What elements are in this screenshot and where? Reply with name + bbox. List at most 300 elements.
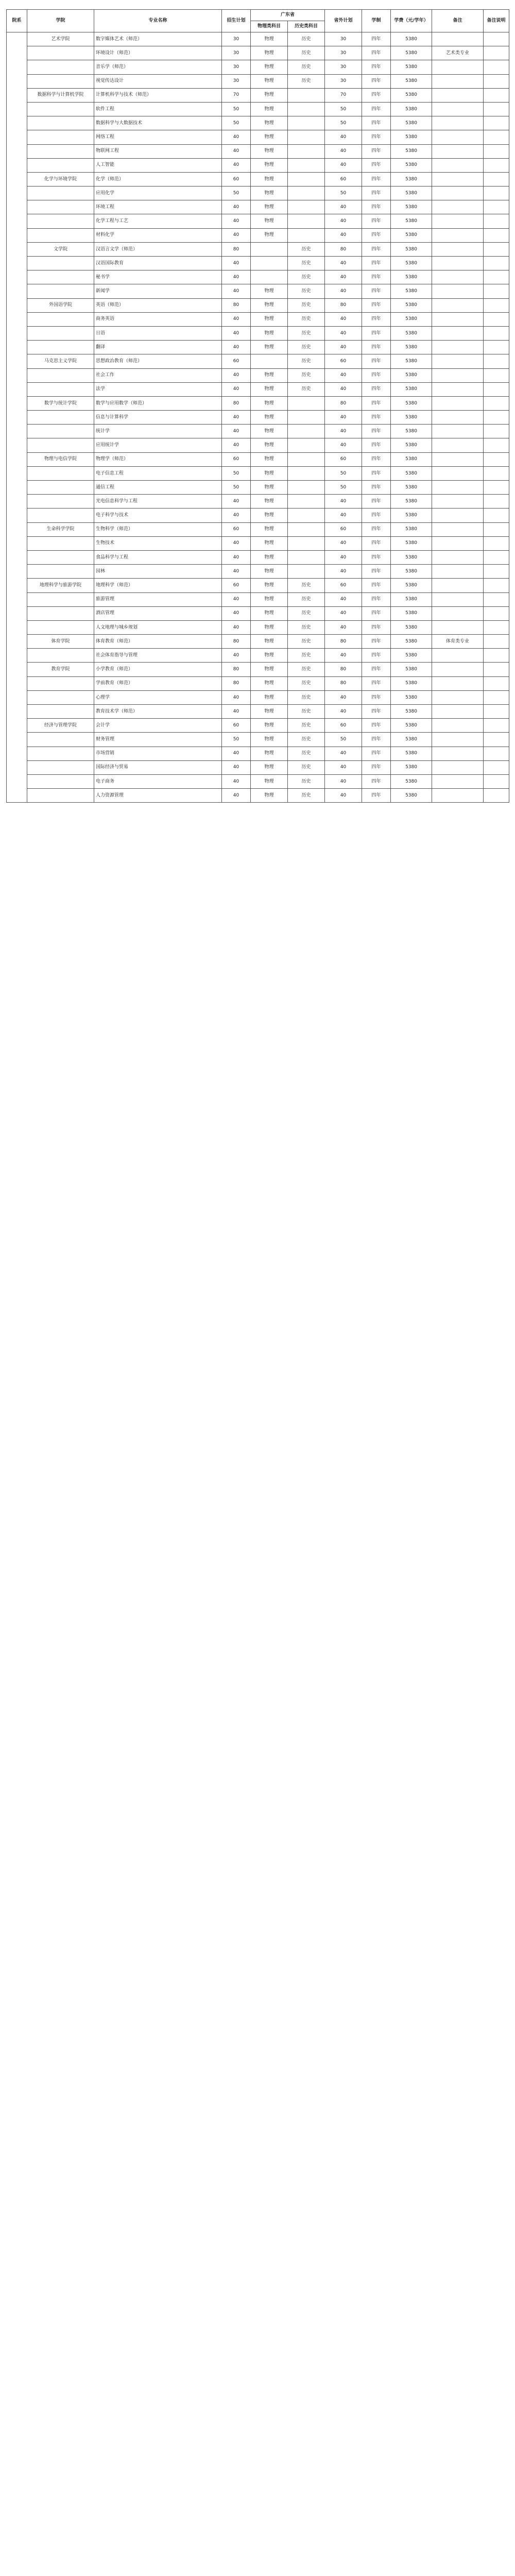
- header-notes-col: 备注说明: [484, 10, 509, 32]
- science-cell: 物理: [251, 536, 288, 550]
- college-cell: [27, 382, 94, 396]
- years-cell: 四年: [362, 509, 391, 522]
- quota-cell: 40: [222, 144, 251, 158]
- notes-cell: [484, 705, 509, 719]
- major-cell: 电子科学与技术: [94, 509, 222, 522]
- science-cell: 物理: [251, 411, 288, 425]
- college-cell: [27, 60, 94, 74]
- years-cell: 四年: [362, 774, 391, 788]
- college-cell: [27, 46, 94, 60]
- other-group-cell: 40: [325, 284, 362, 298]
- arts-cell: [288, 187, 325, 200]
- notes-cell: [484, 60, 509, 74]
- major-cell: 生物科学（师范）: [94, 522, 222, 536]
- other-group-cell: 50: [325, 481, 362, 495]
- table-row: [7, 606, 509, 620]
- notes-cell: [484, 774, 509, 788]
- table-row: [7, 396, 509, 410]
- major-cell: 统计学: [94, 425, 222, 438]
- major-cell: 网络工程: [94, 130, 222, 144]
- major-cell: 园林: [94, 565, 222, 579]
- remark-cell: [432, 396, 484, 410]
- table-row: [7, 747, 509, 760]
- science-cell: 物理: [251, 130, 288, 144]
- remark-cell: [432, 606, 484, 620]
- fee-cell: 5380: [391, 592, 432, 606]
- other-group-cell: 40: [325, 200, 362, 214]
- fee-cell: 5380: [391, 495, 432, 509]
- major-cell: 应用化学: [94, 187, 222, 200]
- arts-cell: [288, 144, 325, 158]
- quota-cell: 40: [222, 690, 251, 704]
- major-cell: 人力资源管理: [94, 789, 222, 803]
- years-cell: 四年: [362, 257, 391, 270]
- table-row: [7, 242, 509, 256]
- fee-cell: 5380: [391, 760, 432, 774]
- remark-cell: [432, 676, 484, 690]
- major-cell: 商务英语: [94, 312, 222, 326]
- notes-cell: [484, 649, 509, 663]
- header-other-group: 省外计划: [325, 10, 362, 32]
- fee-cell: 5380: [391, 438, 432, 452]
- science-cell: 物理: [251, 760, 288, 774]
- notes-cell: [484, 719, 509, 733]
- college-cell: [27, 257, 94, 270]
- quota-cell: 40: [222, 312, 251, 326]
- arts-cell: 历史: [288, 606, 325, 620]
- table-row: [7, 760, 509, 774]
- science-cell: 物理: [251, 284, 288, 298]
- table-row: [7, 774, 509, 788]
- major-cell: 视觉传达设计: [94, 74, 222, 88]
- other-group-cell: 80: [325, 242, 362, 256]
- notes-cell: [484, 187, 509, 200]
- years-cell: 四年: [362, 620, 391, 634]
- quota-cell: 60: [222, 354, 251, 368]
- fee-cell: 5380: [391, 509, 432, 522]
- years-cell: 四年: [362, 298, 391, 312]
- table-row: [7, 200, 509, 214]
- years-cell: 四年: [362, 228, 391, 242]
- science-cell: 物理: [251, 312, 288, 326]
- fee-cell: 5380: [391, 620, 432, 634]
- notes-cell: [484, 284, 509, 298]
- college-cell: [27, 341, 94, 354]
- major-cell: 光电信息科学与工程: [94, 495, 222, 509]
- notes-cell: [484, 144, 509, 158]
- years-cell: 四年: [362, 733, 391, 747]
- arts-cell: [288, 396, 325, 410]
- notes-cell: [484, 579, 509, 592]
- fee-cell: 5380: [391, 606, 432, 620]
- arts-cell: 历史: [288, 74, 325, 88]
- other-group-cell: 40: [325, 536, 362, 550]
- remark-cell: [432, 284, 484, 298]
- other-group-cell: 40: [325, 649, 362, 663]
- science-cell: 物理: [251, 326, 288, 340]
- fee-cell: 5380: [391, 396, 432, 410]
- major-cell: 社会工作: [94, 368, 222, 382]
- other-group-cell: 60: [325, 579, 362, 592]
- header-arts: 历史类科目: [288, 21, 325, 32]
- notes-cell: [484, 481, 509, 495]
- table-row: [7, 382, 509, 396]
- table-row: [7, 550, 509, 564]
- quota-cell: 40: [222, 411, 251, 425]
- other-group-cell: 70: [325, 88, 362, 102]
- college-cell: [27, 411, 94, 425]
- table-row: [7, 144, 509, 158]
- major-cell: 社会体育指导与管理: [94, 649, 222, 663]
- remark-cell: [432, 481, 484, 495]
- science-cell: 物理: [251, 550, 288, 564]
- science-cell: 物理: [251, 382, 288, 396]
- quota-cell: 40: [222, 606, 251, 620]
- quota-cell: 60: [222, 452, 251, 466]
- years-cell: 四年: [362, 88, 391, 102]
- remark-cell: [432, 200, 484, 214]
- college-cell: 生命科学学院: [27, 522, 94, 536]
- major-cell: 环境工程: [94, 200, 222, 214]
- science-cell: 物理: [251, 509, 288, 522]
- remark-cell: [432, 536, 484, 550]
- arts-cell: 历史: [288, 368, 325, 382]
- quota-cell: 40: [222, 228, 251, 242]
- quota-cell: 30: [222, 46, 251, 60]
- arts-cell: 历史: [288, 341, 325, 354]
- other-group-cell: 40: [325, 382, 362, 396]
- remark-cell: [432, 60, 484, 74]
- fee-cell: 5380: [391, 368, 432, 382]
- years-cell: 四年: [362, 411, 391, 425]
- arts-cell: 历史: [288, 676, 325, 690]
- major-cell: 酒店管理: [94, 606, 222, 620]
- table-row: [7, 592, 509, 606]
- college-cell: [27, 789, 94, 803]
- remark-cell: [432, 522, 484, 536]
- remark-cell: [432, 425, 484, 438]
- college-cell: 文学院: [27, 242, 94, 256]
- science-cell: 物理: [251, 88, 288, 102]
- years-cell: 四年: [362, 312, 391, 326]
- college-cell: 艺术学院: [27, 32, 94, 46]
- fee-cell: 5380: [391, 676, 432, 690]
- fee-cell: 5380: [391, 354, 432, 368]
- science-cell: 物理: [251, 60, 288, 74]
- other-group-cell: 40: [325, 747, 362, 760]
- quota-cell: 30: [222, 60, 251, 74]
- other-group-cell: 60: [325, 452, 362, 466]
- science-cell: 物理: [251, 214, 288, 228]
- years-cell: 四年: [362, 32, 391, 46]
- years-cell: 四年: [362, 46, 391, 60]
- remark-cell: [432, 368, 484, 382]
- major-cell: 数学与应用数学（师范）: [94, 396, 222, 410]
- remark-cell: [432, 242, 484, 256]
- college-cell: [27, 620, 94, 634]
- college-cell: [27, 130, 94, 144]
- college-cell: [27, 200, 94, 214]
- table-row: [7, 46, 509, 60]
- table-row: [7, 298, 509, 312]
- notes-cell: [484, 270, 509, 284]
- enrollment-table-1: [6, 9, 509, 803]
- science-cell: 物理: [251, 565, 288, 579]
- notes-cell: [484, 606, 509, 620]
- major-cell: 数字媒体艺术（师范）: [94, 32, 222, 46]
- table-row: [7, 116, 509, 130]
- other-group-cell: 40: [325, 606, 362, 620]
- years-cell: 四年: [362, 649, 391, 663]
- remark-cell: [432, 116, 484, 130]
- other-group-cell: 40: [325, 760, 362, 774]
- quota-cell: 40: [222, 326, 251, 340]
- notes-cell: [484, 172, 509, 186]
- years-cell: 四年: [362, 200, 391, 214]
- notes-cell: [484, 382, 509, 396]
- years-cell: 四年: [362, 425, 391, 438]
- fee-cell: 5380: [391, 46, 432, 60]
- major-cell: 旅游管理: [94, 592, 222, 606]
- other-group-cell: 40: [325, 326, 362, 340]
- table-row: [7, 676, 509, 690]
- arts-cell: 历史: [288, 257, 325, 270]
- quota-cell: 40: [222, 789, 251, 803]
- remark-cell: [432, 719, 484, 733]
- years-cell: 四年: [362, 341, 391, 354]
- science-cell: 物理: [251, 341, 288, 354]
- college-cell: [27, 466, 94, 480]
- other-group-cell: 40: [325, 130, 362, 144]
- header-quota: 招生计划: [222, 10, 251, 32]
- quota-cell: 40: [222, 495, 251, 509]
- college-cell: [27, 228, 94, 242]
- years-cell: 四年: [362, 606, 391, 620]
- notes-cell: [484, 466, 509, 480]
- remark-cell: [432, 747, 484, 760]
- notes-cell: [484, 88, 509, 102]
- fee-cell: 5380: [391, 116, 432, 130]
- arts-cell: 历史: [288, 284, 325, 298]
- arts-cell: 历史: [288, 312, 325, 326]
- fee-cell: 5380: [391, 158, 432, 172]
- fee-cell: 5380: [391, 522, 432, 536]
- fee-cell: 5380: [391, 411, 432, 425]
- science-cell: 物理: [251, 200, 288, 214]
- arts-cell: 历史: [288, 298, 325, 312]
- notes-cell: [484, 214, 509, 228]
- years-cell: 四年: [362, 705, 391, 719]
- other-group-cell: 40: [325, 509, 362, 522]
- fee-cell: 5380: [391, 466, 432, 480]
- notes-cell: [484, 565, 509, 579]
- college-cell: [27, 509, 94, 522]
- years-cell: 四年: [362, 102, 391, 116]
- major-cell: 新闻学: [94, 284, 222, 298]
- remark-cell: [432, 411, 484, 425]
- table-row: [7, 102, 509, 116]
- quota-cell: 40: [222, 200, 251, 214]
- arts-cell: 历史: [288, 747, 325, 760]
- other-group-cell: 40: [325, 144, 362, 158]
- notes-cell: [484, 592, 509, 606]
- major-cell: 汉语言文学（师范）: [94, 242, 222, 256]
- science-cell: 物理: [251, 719, 288, 733]
- quota-cell: 60: [222, 579, 251, 592]
- arts-cell: [288, 536, 325, 550]
- other-group-cell: 40: [325, 789, 362, 803]
- fee-cell: 5380: [391, 228, 432, 242]
- other-group-cell: 40: [325, 228, 362, 242]
- table-row: [7, 270, 509, 284]
- notes-cell: [484, 46, 509, 60]
- years-cell: 四年: [362, 396, 391, 410]
- arts-cell: 历史: [288, 635, 325, 649]
- years-cell: 四年: [362, 719, 391, 733]
- quota-cell: 40: [222, 649, 251, 663]
- college-cell: [27, 649, 94, 663]
- other-group-cell: 80: [325, 396, 362, 410]
- notes-cell: [484, 425, 509, 438]
- major-cell: 电子信息工程: [94, 466, 222, 480]
- arts-cell: [288, 102, 325, 116]
- remark-cell: [432, 102, 484, 116]
- remark-cell: [432, 74, 484, 88]
- college-cell: [27, 74, 94, 88]
- major-cell: 小学教育（师范）: [94, 663, 222, 676]
- notes-cell: [484, 368, 509, 382]
- major-cell: 材料化学: [94, 228, 222, 242]
- quota-cell: 40: [222, 438, 251, 452]
- college-cell: [27, 326, 94, 340]
- college-cell: [27, 116, 94, 130]
- fee-cell: 5380: [391, 425, 432, 438]
- remark-cell: [432, 382, 484, 396]
- quota-cell: 80: [222, 663, 251, 676]
- notes-cell: [484, 116, 509, 130]
- other-group-cell: 60: [325, 172, 362, 186]
- quota-cell: 40: [222, 509, 251, 522]
- remark-cell: [432, 620, 484, 634]
- fee-cell: 5380: [391, 341, 432, 354]
- remark-cell: [432, 326, 484, 340]
- arts-cell: [288, 116, 325, 130]
- science-cell: 物理: [251, 649, 288, 663]
- remark-cell: [432, 312, 484, 326]
- science-cell: 物理: [251, 396, 288, 410]
- fee-cell: 5380: [391, 690, 432, 704]
- science-cell: 物理: [251, 187, 288, 200]
- arts-cell: 历史: [288, 579, 325, 592]
- notes-cell: [484, 326, 509, 340]
- fee-cell: 5380: [391, 382, 432, 396]
- remark-cell: [432, 298, 484, 312]
- fee-cell: 5380: [391, 481, 432, 495]
- college-cell: 数据科学与计算机学院: [27, 88, 94, 102]
- notes-cell: [484, 733, 509, 747]
- table-row: [7, 341, 509, 354]
- years-cell: 四年: [362, 452, 391, 466]
- remark-cell: [432, 341, 484, 354]
- other-group-cell: 40: [325, 438, 362, 452]
- quota-cell: 40: [222, 774, 251, 788]
- major-cell: 法学: [94, 382, 222, 396]
- notes-cell: [484, 635, 509, 649]
- remark-cell: [432, 592, 484, 606]
- table-row: [7, 438, 509, 452]
- other-group-cell: 40: [325, 774, 362, 788]
- fee-cell: 5380: [391, 298, 432, 312]
- major-cell: 化学工程与工艺: [94, 214, 222, 228]
- other-group-cell: 40: [325, 495, 362, 509]
- years-cell: 四年: [362, 495, 391, 509]
- other-group-cell: 40: [325, 270, 362, 284]
- header-remark: 备注: [432, 10, 484, 32]
- major-cell: 电子商务: [94, 774, 222, 788]
- arts-cell: [288, 88, 325, 102]
- quota-cell: 40: [222, 158, 251, 172]
- college-cell: [27, 592, 94, 606]
- notes-cell: [484, 74, 509, 88]
- college-cell: [27, 102, 94, 116]
- science-cell: 物理: [251, 495, 288, 509]
- notes-cell: [484, 102, 509, 116]
- major-cell: 日语: [94, 326, 222, 340]
- quota-cell: 60: [222, 522, 251, 536]
- fee-cell: 5380: [391, 565, 432, 579]
- arts-cell: 历史: [288, 60, 325, 74]
- college-cell: 物理与电信学院: [27, 452, 94, 466]
- college-cell: [27, 705, 94, 719]
- years-cell: 四年: [362, 466, 391, 480]
- arts-cell: [288, 466, 325, 480]
- years-cell: 四年: [362, 326, 391, 340]
- arts-cell: [288, 495, 325, 509]
- remark-cell: [432, 32, 484, 46]
- college-cell: 地理科学与旅游学院: [27, 579, 94, 592]
- arts-cell: 历史: [288, 690, 325, 704]
- quota-cell: 40: [222, 760, 251, 774]
- years-cell: 四年: [362, 438, 391, 452]
- years-cell: 四年: [362, 270, 391, 284]
- major-cell: 软件工程: [94, 102, 222, 116]
- years-cell: 四年: [362, 565, 391, 579]
- other-group-cell: 40: [325, 690, 362, 704]
- remark-cell: [432, 172, 484, 186]
- fee-cell: 5380: [391, 789, 432, 803]
- arts-cell: [288, 228, 325, 242]
- quota-cell: 50: [222, 116, 251, 130]
- fee-cell: 5380: [391, 242, 432, 256]
- years-cell: 四年: [362, 760, 391, 774]
- arts-cell: [288, 425, 325, 438]
- other-group-cell: 40: [325, 550, 362, 564]
- table-row: [7, 158, 509, 172]
- table-row: [7, 635, 509, 649]
- quota-cell: 40: [222, 565, 251, 579]
- other-group-cell: 30: [325, 74, 362, 88]
- notes-cell: [484, 789, 509, 803]
- quota-cell: 80: [222, 242, 251, 256]
- other-group-cell: 50: [325, 116, 362, 130]
- arts-cell: [288, 509, 325, 522]
- fee-cell: 5380: [391, 663, 432, 676]
- major-cell: 计算机科学与技术（师范）: [94, 88, 222, 102]
- table-row: [7, 579, 509, 592]
- science-cell: [251, 354, 288, 368]
- arts-cell: [288, 172, 325, 186]
- table-row: [7, 257, 509, 270]
